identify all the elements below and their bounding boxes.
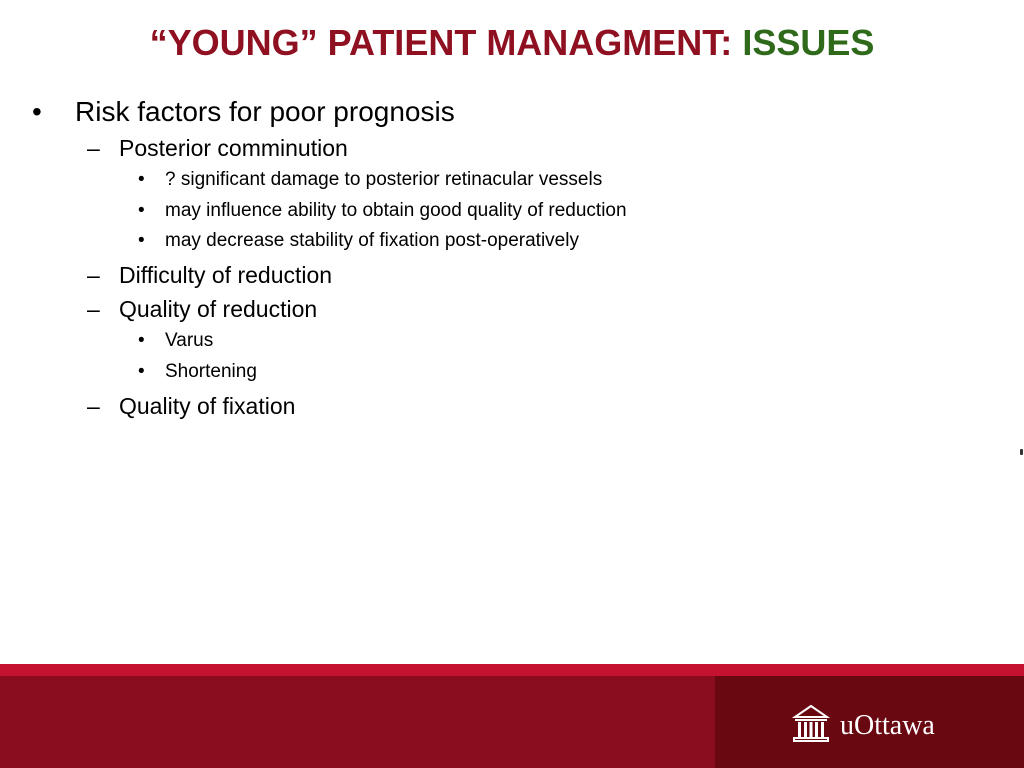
bullet-mark: • [138, 200, 145, 221]
list-item-text: may decrease stability of fixation post-operatively [165, 230, 579, 251]
footer-main-panel [0, 676, 715, 768]
list-item-text: Posterior comminution [119, 135, 348, 161]
list-item-text: ? significant damage to posterior retinacular vessels [165, 169, 603, 190]
dash-mark: – [87, 296, 100, 322]
footer-stripe [0, 664, 1024, 676]
bullet-mark: • [138, 230, 145, 251]
list-item-text: may influence ability to obtain good quality of reduction [165, 200, 627, 221]
bullet-mark: • [32, 96, 42, 127]
bullet-mark: • [138, 361, 145, 382]
dash-mark: – [87, 262, 100, 288]
list-item-text: Difficulty of reduction [119, 262, 333, 288]
list-item-text: Shortening [165, 361, 257, 382]
bullet-mark: • [138, 169, 145, 190]
edge-mark [1020, 449, 1023, 455]
list-item-text: Varus [165, 330, 214, 351]
list-item-text: Risk factors for poor prognosis [75, 96, 455, 127]
title-main: “YOUNG” PATIENT MANAGMENT: [149, 22, 733, 63]
title-accent: ISSUES [742, 22, 875, 63]
list-item-text: Quality of fixation [119, 393, 296, 419]
list-item-text: Quality of reduction [119, 296, 318, 322]
building-icon [792, 703, 830, 743]
slide-title [0, 22, 1024, 64]
dash-mark: – [87, 135, 100, 161]
bullet-mark: • [138, 330, 145, 351]
logo-wordmark: uOttawa [840, 710, 935, 741]
dash-mark: – [87, 393, 100, 419]
